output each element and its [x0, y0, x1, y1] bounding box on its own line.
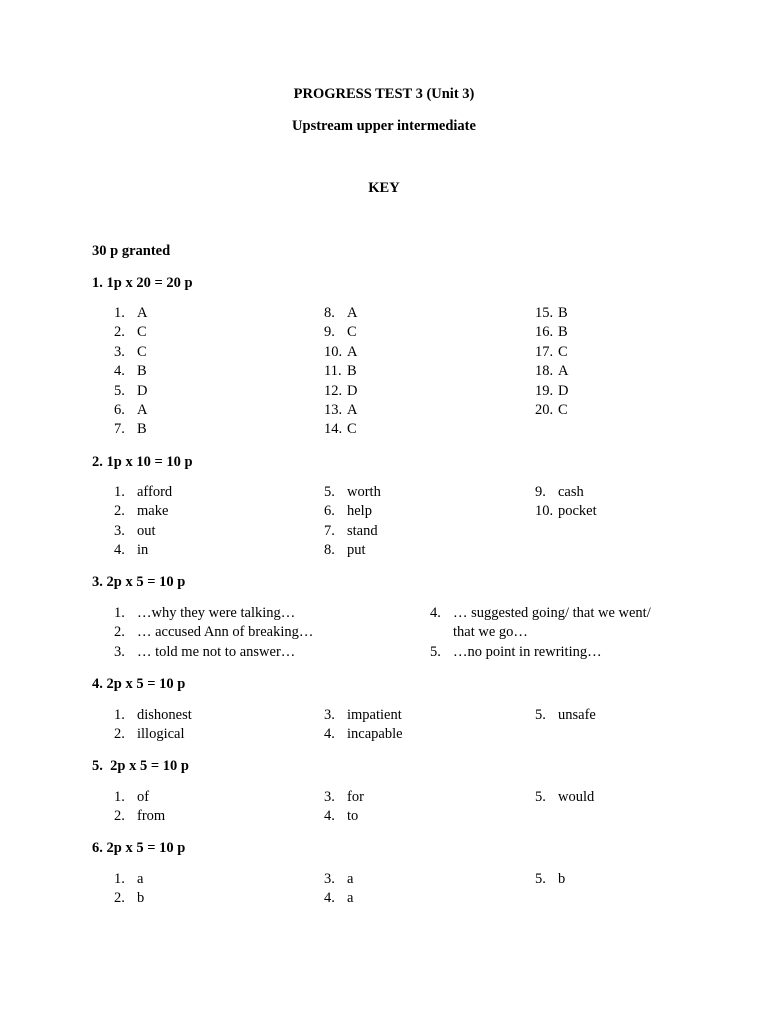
answer-number: 6.	[324, 503, 335, 520]
answer-text-continued: that we go…	[453, 624, 528, 641]
answer-item	[114, 304, 147, 323]
answer-text: D	[347, 382, 358, 399]
answer-number: 5.	[430, 643, 441, 660]
answer-item	[535, 323, 568, 342]
answer-number: 4.	[324, 808, 335, 825]
answer-number: 1.	[114, 305, 125, 321]
section-5-column-2	[324, 788, 364, 827]
answer-text: from	[137, 808, 166, 825]
answer-text: B	[558, 324, 568, 341]
answer-text: …why they were talking…	[137, 605, 296, 621]
answer-number: 4.	[430, 605, 441, 621]
answer-text: impatient	[347, 707, 402, 723]
answer-item	[114, 502, 172, 521]
answer-item	[535, 382, 568, 401]
answer-number: 4.	[114, 363, 125, 380]
answer-text: out	[137, 522, 156, 539]
answer-item	[535, 343, 568, 362]
answer-number: 10.	[535, 503, 554, 520]
answer-number: 16.	[535, 324, 554, 341]
answer-number: 19.	[535, 382, 554, 399]
answer-text: a	[347, 890, 354, 907]
answer-text: C	[347, 324, 357, 341]
answer-number: 12.	[324, 382, 343, 399]
answer-text: b	[137, 890, 145, 907]
answer-item	[324, 706, 403, 725]
answer-text: put	[347, 542, 366, 559]
answer-text: of	[137, 789, 150, 805]
answer-text: A	[137, 401, 148, 418]
answer-text: make	[137, 503, 169, 520]
answer-item	[324, 362, 357, 381]
answer-item	[324, 522, 381, 541]
document-title: PROGRESS TEST 3 (Unit 3)	[293, 86, 475, 102]
answer-number: 7.	[114, 421, 125, 438]
answer-number: 5.	[324, 484, 335, 500]
answer-text: … told me not to answer…	[137, 643, 296, 660]
answer-number: 2.	[114, 808, 125, 825]
answer-item	[324, 870, 353, 889]
answer-text: A	[558, 363, 569, 380]
answer-item	[324, 889, 353, 908]
answer-item	[324, 401, 357, 420]
section-1-column-1	[114, 304, 147, 440]
answer-number: 3.	[324, 789, 335, 805]
answer-item	[114, 725, 192, 744]
answer-number: 5.	[535, 789, 546, 805]
answer-text: B	[558, 305, 568, 321]
answer-text: B	[137, 421, 147, 438]
answer-text: C	[137, 324, 147, 341]
section-5-heading: 5. 2p x 5 = 10 p	[92, 758, 189, 774]
answer-text: … suggested going/ that we went/	[453, 605, 651, 621]
key-label: KEY	[368, 180, 400, 196]
section-6-heading: 6. 2p x 5 = 10 p	[92, 840, 186, 856]
answer-text: a	[347, 871, 354, 887]
answer-text: cash	[558, 484, 584, 500]
answer-item	[114, 706, 192, 725]
answer-item	[324, 382, 357, 401]
answer-number: 3.	[324, 871, 335, 887]
answer-text: A	[347, 305, 358, 321]
answer-number: 7.	[324, 522, 335, 539]
answer-text: would	[558, 789, 595, 805]
answer-text: B	[137, 363, 147, 380]
answer-number: 6.	[114, 401, 125, 418]
answer-number: 11.	[324, 363, 342, 380]
answer-item	[324, 725, 403, 744]
section-2-heading: 2. 1p x 10 = 10 p	[92, 454, 193, 470]
answer-text: C	[558, 343, 568, 360]
answer-item	[535, 483, 597, 502]
answer-number: 2.	[114, 624, 125, 641]
answer-text: b	[558, 871, 566, 887]
answer-number: 2.	[114, 503, 125, 520]
answer-item	[324, 483, 381, 502]
answer-item	[114, 870, 144, 889]
answer-text: afford	[137, 484, 173, 500]
answer-number: 18.	[535, 363, 554, 380]
section-4-column-3	[535, 706, 596, 725]
answer-item	[114, 343, 147, 362]
answer-text: dishonest	[137, 707, 192, 723]
answer-text: C	[347, 421, 357, 438]
answer-item	[324, 420, 357, 439]
answer-item	[114, 788, 165, 807]
answer-item	[114, 522, 172, 541]
answer-item	[114, 483, 172, 502]
answer-item	[324, 502, 381, 521]
answer-item	[430, 604, 651, 623]
section-2-column-2	[324, 483, 381, 561]
answer-item	[430, 643, 651, 662]
answer-item	[114, 807, 165, 826]
answer-number: 4.	[114, 542, 125, 559]
answer-text: …no point in rewriting…	[453, 643, 602, 660]
answer-item	[114, 604, 313, 623]
answer-number: 8.	[324, 542, 335, 559]
answer-number: 15.	[535, 305, 554, 321]
section-4-column-2	[324, 706, 403, 745]
answer-text: D	[137, 382, 148, 399]
section-3-heading: 3. 2p x 5 = 10 p	[92, 574, 186, 590]
section-1-heading: 1. 1p x 20 = 20 p	[92, 275, 193, 291]
answer-item	[324, 807, 364, 826]
document-subtitle: Upstream upper intermediate	[292, 118, 476, 134]
answer-number: 13.	[324, 401, 343, 418]
answer-number: 1.	[114, 871, 125, 887]
answer-item	[324, 343, 357, 362]
answer-text: A	[347, 401, 358, 418]
answer-item	[114, 623, 313, 642]
answer-number: 20.	[535, 401, 554, 418]
section-3-column-1	[114, 604, 313, 662]
answer-text: illogical	[137, 726, 185, 743]
answer-item	[535, 304, 568, 323]
answer-item	[114, 889, 144, 908]
answer-item	[114, 541, 172, 560]
section-5-column-3	[535, 788, 594, 807]
answer-number: 3.	[114, 343, 125, 360]
answer-item	[114, 362, 147, 381]
answer-number: 5.	[535, 707, 546, 723]
answer-number: 1.	[114, 484, 125, 500]
answer-number: 14.	[324, 421, 343, 438]
answer-number: 8.	[324, 305, 335, 321]
answer-number: 3.	[324, 707, 335, 723]
answer-text: pocket	[558, 503, 597, 520]
section-6-column-3	[535, 870, 565, 889]
section-4-heading: 4. 2p x 5 = 10 p	[92, 676, 186, 692]
answer-number: 3.	[114, 643, 125, 660]
answer-item	[324, 541, 381, 560]
answer-item	[535, 502, 597, 521]
section-4-column-1	[114, 706, 192, 745]
section-1-column-2	[324, 304, 357, 440]
answer-text: for	[347, 789, 364, 805]
answer-item	[324, 304, 357, 323]
answer-number: 2.	[114, 726, 125, 743]
answer-item	[324, 323, 357, 342]
answer-text: B	[347, 363, 357, 380]
section-1-column-3	[535, 304, 568, 420]
answer-text: A	[137, 305, 148, 321]
answer-number: 9.	[535, 484, 546, 500]
answer-number: 5.	[535, 871, 546, 887]
answer-number: 2.	[114, 890, 125, 907]
answer-text: unsafe	[558, 707, 596, 723]
answer-item	[535, 706, 596, 725]
answer-text: … accused Ann of breaking…	[137, 624, 314, 641]
answer-text: C	[558, 401, 568, 418]
answer-item	[535, 401, 568, 420]
answer-number: 1.	[114, 789, 125, 805]
section-3-column-2	[430, 604, 651, 662]
answer-number: 1.	[114, 707, 125, 723]
answer-item	[114, 401, 147, 420]
answer-item	[535, 870, 565, 889]
answer-number: 17.	[535, 343, 554, 360]
answer-text: to	[347, 808, 359, 825]
answer-item	[535, 788, 594, 807]
answer-text: help	[347, 503, 372, 520]
section-6-column-2	[324, 870, 353, 909]
answer-text: in	[137, 542, 149, 559]
answer-text: stand	[347, 522, 378, 539]
section-6-column-1	[114, 870, 144, 909]
answer-item	[114, 323, 147, 342]
section-2-column-1	[114, 483, 172, 561]
answer-number: 1.	[114, 605, 125, 621]
section-2-column-3	[535, 483, 597, 522]
answer-item	[324, 788, 364, 807]
granted-points: 30 p granted	[92, 243, 171, 259]
answer-item	[535, 362, 568, 381]
answer-text: A	[347, 343, 358, 360]
answer-text: incapable	[347, 726, 403, 743]
answer-number: 4.	[324, 890, 335, 907]
answer-item	[114, 420, 147, 439]
answer-number: 5.	[114, 382, 125, 399]
answer-number: 4.	[324, 726, 335, 743]
answer-number: 3.	[114, 522, 125, 539]
answer-number: 10.	[324, 343, 343, 360]
answer-text: C	[137, 343, 147, 360]
answer-item	[114, 382, 147, 401]
answer-number: 9.	[324, 324, 335, 341]
answer-text: worth	[347, 484, 381, 500]
section-5-column-1	[114, 788, 165, 827]
answer-item	[114, 643, 313, 662]
answer-text: a	[137, 871, 144, 887]
answer-number: 2.	[114, 324, 125, 341]
answer-text: D	[558, 382, 569, 399]
